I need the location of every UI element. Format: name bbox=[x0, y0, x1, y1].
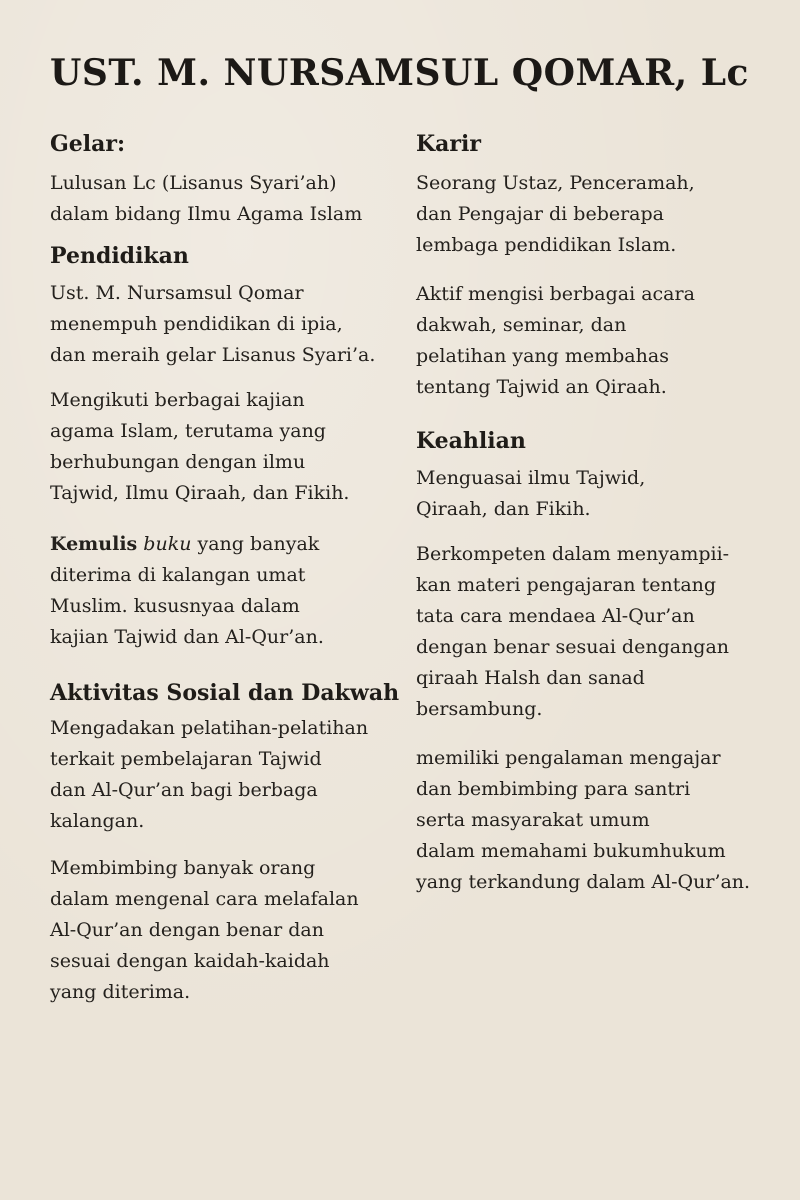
text-line: dan meraih gelar Lisanus Syari’a. bbox=[50, 344, 376, 366]
keahlian-paragraph-1 bbox=[416, 463, 796, 525]
gelar-heading: Gelar: bbox=[50, 131, 126, 157]
text-line: menempuh pendidikan di ipia, bbox=[50, 313, 343, 335]
keahlian-paragraph-3 bbox=[416, 743, 796, 898]
right-column bbox=[416, 128, 796, 898]
text-line: memiliki pengalaman mengajar bbox=[416, 747, 721, 769]
text-fragment: yang banyak bbox=[191, 533, 320, 555]
text-line: qiraah Halsh dan sanad bbox=[416, 667, 645, 689]
text-line: agama Islam, terutama yang bbox=[50, 420, 326, 442]
text-line: Mengadakan pelatihan-pelatihan bbox=[50, 717, 369, 739]
text-line: serta masyarakat umum bbox=[416, 809, 650, 831]
text-line: Qiraah, dan Fikih. bbox=[416, 498, 591, 520]
text-line: dalam mengenal cara melafalan bbox=[50, 888, 359, 910]
gelar-text bbox=[50, 168, 410, 230]
keahlian-heading: Keahlian bbox=[416, 428, 526, 454]
pendidikan-paragraph-1 bbox=[50, 278, 410, 371]
text-line: kajian Tajwid dan Al-Qur’an. bbox=[50, 626, 324, 648]
page-title: UST. M. NURSAMSUL QOMAR, Lc bbox=[50, 52, 749, 94]
text-line: tata cara mendaea Al-Qur’an bbox=[416, 605, 695, 627]
text-line: dakwah, seminar, dan bbox=[416, 314, 627, 336]
left-column bbox=[50, 128, 410, 1008]
italic-word: buku bbox=[143, 533, 192, 555]
text-line bbox=[50, 529, 410, 560]
text-line: dan bembimbing para santri bbox=[416, 778, 691, 800]
text-line: dalam memahami bukumhukum bbox=[416, 840, 726, 862]
karir-paragraph-1 bbox=[416, 168, 796, 261]
aktivitas-paragraph-2 bbox=[50, 853, 410, 1008]
text-line: Al-Qur’an dengan benar dan bbox=[50, 919, 324, 941]
text-line: Membimbing banyak orang bbox=[50, 857, 316, 879]
karir-paragraph-2 bbox=[416, 279, 796, 403]
pendidikan-paragraph-2 bbox=[50, 385, 410, 509]
text-line: diterima di kalangan umat bbox=[50, 564, 306, 586]
text-line: Lulusan Lc (Lisanus Syari’ah) bbox=[50, 172, 337, 194]
text-line: terkait pembelajaran Tajwid bbox=[50, 748, 322, 770]
text-line: Aktif mengisi berbagai acara bbox=[416, 283, 695, 305]
text-line: kan materi pengajaran tentang bbox=[416, 574, 717, 596]
text-line: kalangan. bbox=[50, 810, 145, 832]
aktivitas-heading: Aktivitas Sosial dan Dakwah bbox=[50, 680, 400, 706]
text-line: Ust. M. Nursamsul Qomar bbox=[50, 282, 304, 304]
text-line: Menguasai ilmu Tajwid, bbox=[416, 467, 646, 489]
aktivitas-paragraph-1 bbox=[50, 713, 410, 837]
text-line: Berkompeten dalam menyampii- bbox=[416, 543, 730, 565]
text-line: Mengikuti berbagai kajian bbox=[50, 389, 305, 411]
text-line: sesuai dengan kaidah-kaidah bbox=[50, 950, 330, 972]
pendidikan-heading: Pendidikan bbox=[50, 243, 189, 269]
text-line: berhubungan dengan ilmu bbox=[50, 451, 306, 473]
text-line: yang terkandung dalam Al-Qur’an. bbox=[416, 871, 751, 893]
text-line: Seorang Ustaz, Penceramah, bbox=[416, 172, 695, 194]
pendidikan-paragraph-3 bbox=[50, 529, 410, 653]
bold-word: Kemulis bbox=[50, 533, 138, 555]
text-line: dengan benar sesuai dengangan bbox=[416, 636, 730, 658]
text-line: lembaga pendidikan Islam. bbox=[416, 234, 677, 256]
text-line: pelatihan yang membahas bbox=[416, 345, 669, 367]
text-line: yang diterima. bbox=[50, 981, 191, 1003]
text-line: Tajwid, Ilmu Qiraah, dan Fikih. bbox=[50, 482, 350, 504]
text-line: dan Pengajar di beberapa bbox=[416, 203, 665, 225]
text-line: dalam bidang Ilmu Agama Islam bbox=[50, 203, 363, 225]
text-line: Muslim. kususnyaa dalam bbox=[50, 595, 300, 617]
keahlian-paragraph-2 bbox=[416, 539, 796, 725]
text-line: tentang Tajwid an Qiraah. bbox=[416, 376, 667, 398]
text-line: bersambung. bbox=[416, 698, 543, 720]
karir-heading: Karir bbox=[416, 131, 481, 157]
text-line: dan Al-Qur’an bagi berbaga bbox=[50, 779, 318, 801]
